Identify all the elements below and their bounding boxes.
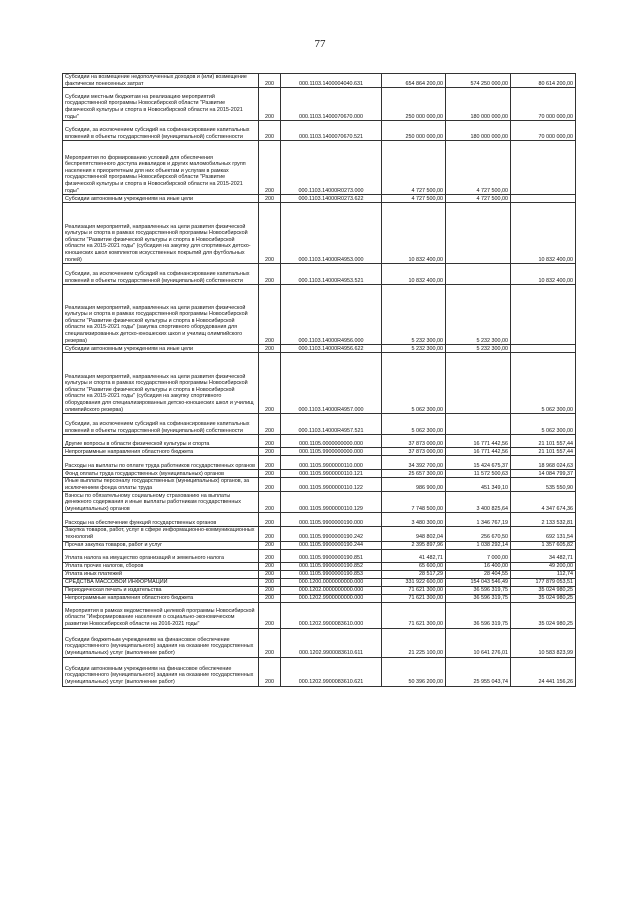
row-amount-approved: 25 657 300,00 [382,470,446,478]
row-amount-remaining: 49 200,00 [511,562,576,570]
row-amount-executed: 4 727 500,00 [446,195,511,203]
row-amount-executed [446,264,511,285]
row-name: Закупка товаров, работ, услуг в сфере информационно-коммуникационных технологий [63,527,259,541]
row-amount-approved: 250 000 000,00 [382,88,446,121]
row-amount-executed [446,203,511,264]
row-amount-remaining: 21 101 557,44 [511,435,576,448]
page-number: 77 [314,38,326,50]
row-amount-remaining: 35 024 980,25 [511,586,576,594]
table-row [63,570,576,578]
budget-table [62,73,576,687]
table-row [63,74,576,88]
row-amount-remaining [511,345,576,353]
row-kcsr: 000.1202.9900083610.000 [281,602,382,628]
row-kcsr: 000.1103.14000R4957.521 [281,414,382,435]
table-row [63,527,576,541]
row-code: 200 [259,478,281,492]
row-name: Субсидии автономным учреждениям на иные цели [63,195,259,203]
row-kcsr: 000.1103.14000R4957.000 [281,353,382,414]
table-row [63,549,576,562]
row-amount-remaining: 177 879 053,51 [511,578,576,586]
row-amount-executed: 3 400 825,64 [446,492,511,513]
table-row [63,628,576,657]
row-code: 200 [259,541,281,549]
row-amount-remaining: 70 000 000,00 [511,88,576,121]
row-kcsr: 000.1105.9900000190.852 [281,562,382,570]
row-name: СРЕДСТВА МАССОВОЙ ИНФОРМАЦИИ [63,578,259,586]
row-code: 200 [259,513,281,527]
row-amount-approved: 41 482,71 [382,549,446,562]
row-name: Непрограммные направления областного бюджета [63,448,259,456]
row-code: 200 [259,578,281,586]
row-name: Мероприятия в рамках ведомственной целевой программы Новосибирской области "Информирование населения о социально-экономическом развитии Новосибирской области на 2016-2021 годы" [63,602,259,628]
row-code: 200 [259,602,281,628]
row-kcsr: 000.1103.14000R4953.521 [281,264,382,285]
row-name: Периодическая печать и издательства [63,586,259,594]
row-amount-executed: 36 596 319,75 [446,594,511,602]
table-row [63,456,576,470]
row-name: Субсидии на возмещение недополученных доходов и (или) возмещение фактически понесенных затрат [63,74,259,88]
row-kcsr: 000.1105.9900000110.000 [281,456,382,470]
row-amount-approved: 21 225 100,00 [382,628,446,657]
row-amount-executed: 574 250 000,00 [446,74,511,88]
table-row [63,435,576,448]
table-row [63,203,576,264]
row-amount-remaining: 5 062 300,00 [511,353,576,414]
row-amount-approved: 37 873 000,00 [382,448,446,456]
row-amount-remaining: 80 614 200,00 [511,74,576,88]
row-code: 200 [259,628,281,657]
row-amount-approved: 50 396 200,00 [382,657,446,686]
row-kcsr: 000.1103.14000R0273.000 [281,141,382,195]
row-amount-executed: 1 038 292,14 [446,541,511,549]
row-amount-executed: 10 641 276,01 [446,628,511,657]
row-code: 200 [259,285,281,345]
row-amount-remaining: 112,74 [511,570,576,578]
row-amount-remaining [511,285,576,345]
row-amount-approved: 65 600,00 [382,562,446,570]
row-kcsr: 000.1105.9900000110.121 [281,470,382,478]
table-row [63,492,576,513]
row-amount-executed: 16 771 442,56 [446,435,511,448]
row-code: 200 [259,492,281,513]
row-amount-approved: 71 621 300,00 [382,586,446,594]
row-amount-approved: 4 727 500,00 [382,195,446,203]
table-row [63,602,576,628]
row-amount-executed [446,414,511,435]
row-amount-remaining: 10 832 400,00 [511,264,576,285]
row-amount-remaining: 18 968 024,63 [511,456,576,470]
table-row [63,195,576,203]
row-amount-executed: 36 596 319,75 [446,602,511,628]
row-amount-approved: 986 900,00 [382,478,446,492]
row-name: Реализация мероприятий, направленных на цели развития физической культуры и спорта в рамках государственной программы Новосибирской области "Развитие физической культуры и спорта в Новосибирской области на 2015-2021 годы" (закупка спортивного оборудования для специализированных детско-юношеских школ и училищ олимпийского резерва) [63,285,259,345]
row-amount-remaining: 21 101 557,44 [511,448,576,456]
row-code: 200 [259,88,281,121]
row-amount-remaining: 1 357 605,82 [511,541,576,549]
table-row [63,264,576,285]
row-kcsr: 000.1202.9900083610.621 [281,657,382,686]
row-name: Реализация мероприятий, направленных на цели развития физической культуры и спорта в рамках государственной программы Новосибирской области "Развитие физической культуры и спорта в Новосибирской области на 2015-2021 годы" (субсидия на закупку для спортивных детско-юношеских школ комплектов искусственных покрытий для футбольных полей) [63,203,259,264]
row-name: Реализация мероприятий, направленных на цели развития физической культуры и спорта в рамках государственной программы Новосибирской области "Развитие физической культуры и спорта в Новосибирской области на 2015-2021 годы" (субсидия на закупку спортивного оборудования для специализированных детско-юношеских школ и училищ олимпийского резерва) [63,353,259,414]
row-amount-remaining [511,195,576,203]
row-code: 200 [259,74,281,88]
row-kcsr: 000.1105.9900000190.000 [281,513,382,527]
row-amount-approved: 5 062 300,00 [382,353,446,414]
row-code: 200 [259,527,281,541]
row-amount-remaining: 692 131,54 [511,527,576,541]
table-row [63,513,576,527]
row-amount-remaining: 10 583 823,99 [511,628,576,657]
row-amount-approved: 5 232 300,00 [382,345,446,353]
table-row [63,594,576,602]
row-amount-executed: 15 424 675,37 [446,456,511,470]
row-kcsr: 000.1202.9900000000.000 [281,594,382,602]
row-amount-approved: 37 873 000,00 [382,435,446,448]
row-kcsr: 000.1103.14000R4956.622 [281,345,382,353]
row-code: 200 [259,594,281,602]
row-name: Уплата иных платежей [63,570,259,578]
row-kcsr: 000.1105.9900000190.242 [281,527,382,541]
row-amount-executed: 180 000 000,00 [446,88,511,121]
row-kcsr: 000.1105.0000000000.000 [281,435,382,448]
row-name: Субсидии бюджетным учреждениям на финансовое обеспечение государственного (муниципального) задания на оказание государственных (муниципальных) услуг (выполнение работ) [63,628,259,657]
row-amount-approved: 28 517,29 [382,570,446,578]
table-row [63,586,576,594]
row-kcsr: 000.1103.14000R0273.622 [281,195,382,203]
row-amount-remaining: 2 133 532,81 [511,513,576,527]
row-amount-executed: 36 596 319,75 [446,586,511,594]
row-amount-remaining: 14 084 799,37 [511,470,576,478]
row-amount-executed [446,353,511,414]
row-code: 200 [259,203,281,264]
table-row [63,285,576,345]
row-amount-remaining: 35 024 980,25 [511,602,576,628]
table-row [63,121,576,141]
table-row [63,562,576,570]
row-code: 200 [259,549,281,562]
row-amount-executed: 5 232 300,00 [446,345,511,353]
row-amount-remaining [511,141,576,195]
row-name: Мероприятия по формированию условий для обеспечения беспрепятственного доступа инвалидов и других маломобильных групп населения к приоритетным для них объектам и услугам в рамках государственной программы Новосибирской области "Развитие физической культуры и спорта в Новосибирской области на 2015-2021 годы" [63,141,259,195]
row-amount-approved: 250 000 000,00 [382,121,446,141]
row-amount-executed: 11 572 500,63 [446,470,511,478]
row-name: Прочая закупка товаров, работ и услуг [63,541,259,549]
row-name: Субсидии местным бюджетам на реализацию мероприятий государственной программы Новосибирской области "Развитие физической культуры и спорта в Новосибирской области на 2015-2021 годы" [63,88,259,121]
row-name: Субсидии, за исключением субсидий на софинансирование капитальных вложений в объекты государственной (муниципальной) собственности [63,121,259,141]
table-row [63,470,576,478]
row-name: Субсидии, за исключением субсидий на софинансирование капитальных вложений в объекты государственной (муниципальной) собственности [63,414,259,435]
row-amount-executed: 256 670,50 [446,527,511,541]
row-amount-remaining: 34 482,71 [511,549,576,562]
row-amount-remaining: 4 347 674,36 [511,492,576,513]
row-amount-executed: 5 232 300,00 [446,285,511,345]
row-amount-executed: 25 955 043,74 [446,657,511,686]
row-amount-remaining: 5 062 300,00 [511,414,576,435]
table-row [63,657,576,686]
row-amount-remaining: 24 441 156,26 [511,657,576,686]
table-row [63,345,576,353]
table-row [63,578,576,586]
row-kcsr: 000.1202.0000000000.000 [281,586,382,594]
table-row [63,353,576,414]
row-amount-executed: 7 000,00 [446,549,511,562]
row-amount-approved: 10 832 400,00 [382,203,446,264]
row-amount-executed: 16 771 442,56 [446,448,511,456]
row-name: Непрограммные направления областного бюджета [63,594,259,602]
row-amount-approved: 2 395 897,96 [382,541,446,549]
row-amount-approved: 7 748 500,00 [382,492,446,513]
row-code: 200 [259,570,281,578]
row-code: 200 [259,414,281,435]
row-name: Фонд оплаты труда государственных (муниципальных) органов [63,470,259,478]
row-name: Субсидии автономным учреждениям на иные цели [63,345,259,353]
row-name: Уплата налога на имущество организаций и земельного налога [63,549,259,562]
row-kcsr: 000.1103.14000R4953.000 [281,203,382,264]
row-code: 200 [259,121,281,141]
row-amount-approved: 5 232 300,00 [382,285,446,345]
row-amount-approved: 331 922 600,00 [382,578,446,586]
row-amount-approved: 654 864 200,00 [382,74,446,88]
row-kcsr: 000.1103.1400070670.521 [281,121,382,141]
row-kcsr: 000.1103.1400070670.000 [281,88,382,121]
row-amount-remaining: 70 000 000,00 [511,121,576,141]
row-amount-remaining: 535 550,90 [511,478,576,492]
row-kcsr: 000.1103.14000R4956.000 [281,285,382,345]
row-amount-approved: 10 832 400,00 [382,264,446,285]
row-name: Взносы по обязательному социальному страхованию на выплаты денежного содержания и иные выплаты работникам государственных (муниципальных) органов [63,492,259,513]
table-row [63,414,576,435]
row-code: 200 [259,345,281,353]
row-code: 200 [259,657,281,686]
row-amount-approved: 4 727 500,00 [382,141,446,195]
row-code: 200 [259,456,281,470]
row-name: Субсидии автономным учреждениям на финансовое обеспечение государственного (муниципального) задания на оказание государственных (муниципальных) услуг (выполнение работ) [63,657,259,686]
row-amount-executed: 28 404,55 [446,570,511,578]
row-kcsr: 000.1200.0000000000.000 [281,578,382,586]
row-name: Уплата прочих налогов, сборов [63,562,259,570]
row-code: 200 [259,195,281,203]
row-amount-executed: 451 349,10 [446,478,511,492]
row-amount-approved: 71 621 300,00 [382,594,446,602]
row-amount-approved: 71 621 300,00 [382,602,446,628]
row-amount-executed: 1 346 767,19 [446,513,511,527]
row-amount-remaining: 10 832 400,00 [511,203,576,264]
row-name: Субсидии, за исключением субсидий на софинансирование капитальных вложений в объекты государственной (муниципальной) собственности [63,264,259,285]
row-name: Расходы на обеспечение функций государственных органов [63,513,259,527]
row-kcsr: 000.1105.9900000000.000 [281,448,382,456]
row-code: 200 [259,435,281,448]
row-code: 200 [259,448,281,456]
row-kcsr: 000.1103.1400004040.631 [281,74,382,88]
table-row [63,141,576,195]
row-name: Другие вопросы в области физической культуры и спорта [63,435,259,448]
row-amount-remaining: 35 024 980,25 [511,594,576,602]
row-amount-approved: 34 392 700,00 [382,456,446,470]
table-row [63,541,576,549]
row-name: Расходы на выплаты по оплате труда работников государственных органов [63,456,259,470]
row-amount-executed: 154 043 546,49 [446,578,511,586]
table-row [63,478,576,492]
row-kcsr: 000.1105.9900000190.244 [281,541,382,549]
row-code: 200 [259,353,281,414]
row-amount-executed: 180 000 000,00 [446,121,511,141]
row-amount-approved: 5 062 300,00 [382,414,446,435]
table-row [63,448,576,456]
row-code: 200 [259,470,281,478]
row-amount-approved: 3 480 300,00 [382,513,446,527]
row-amount-executed: 4 727 500,00 [446,141,511,195]
row-amount-approved: 948 802,04 [382,527,446,541]
row-kcsr: 000.1105.9900000190.851 [281,549,382,562]
row-code: 200 [259,264,281,285]
row-kcsr: 000.1105.9900000110.122 [281,478,382,492]
row-kcsr: 000.1105.9900000110.129 [281,492,382,513]
row-amount-executed: 16 400,00 [446,562,511,570]
row-kcsr: 000.1202.9900083610.611 [281,628,382,657]
row-kcsr: 000.1105.9900000190.853 [281,570,382,578]
table-row [63,88,576,121]
row-code: 200 [259,562,281,570]
row-code: 200 [259,141,281,195]
row-code: 200 [259,586,281,594]
row-name: Иные выплаты персоналу государственных (муниципальных) органов, за исключением фонда оплаты труда [63,478,259,492]
